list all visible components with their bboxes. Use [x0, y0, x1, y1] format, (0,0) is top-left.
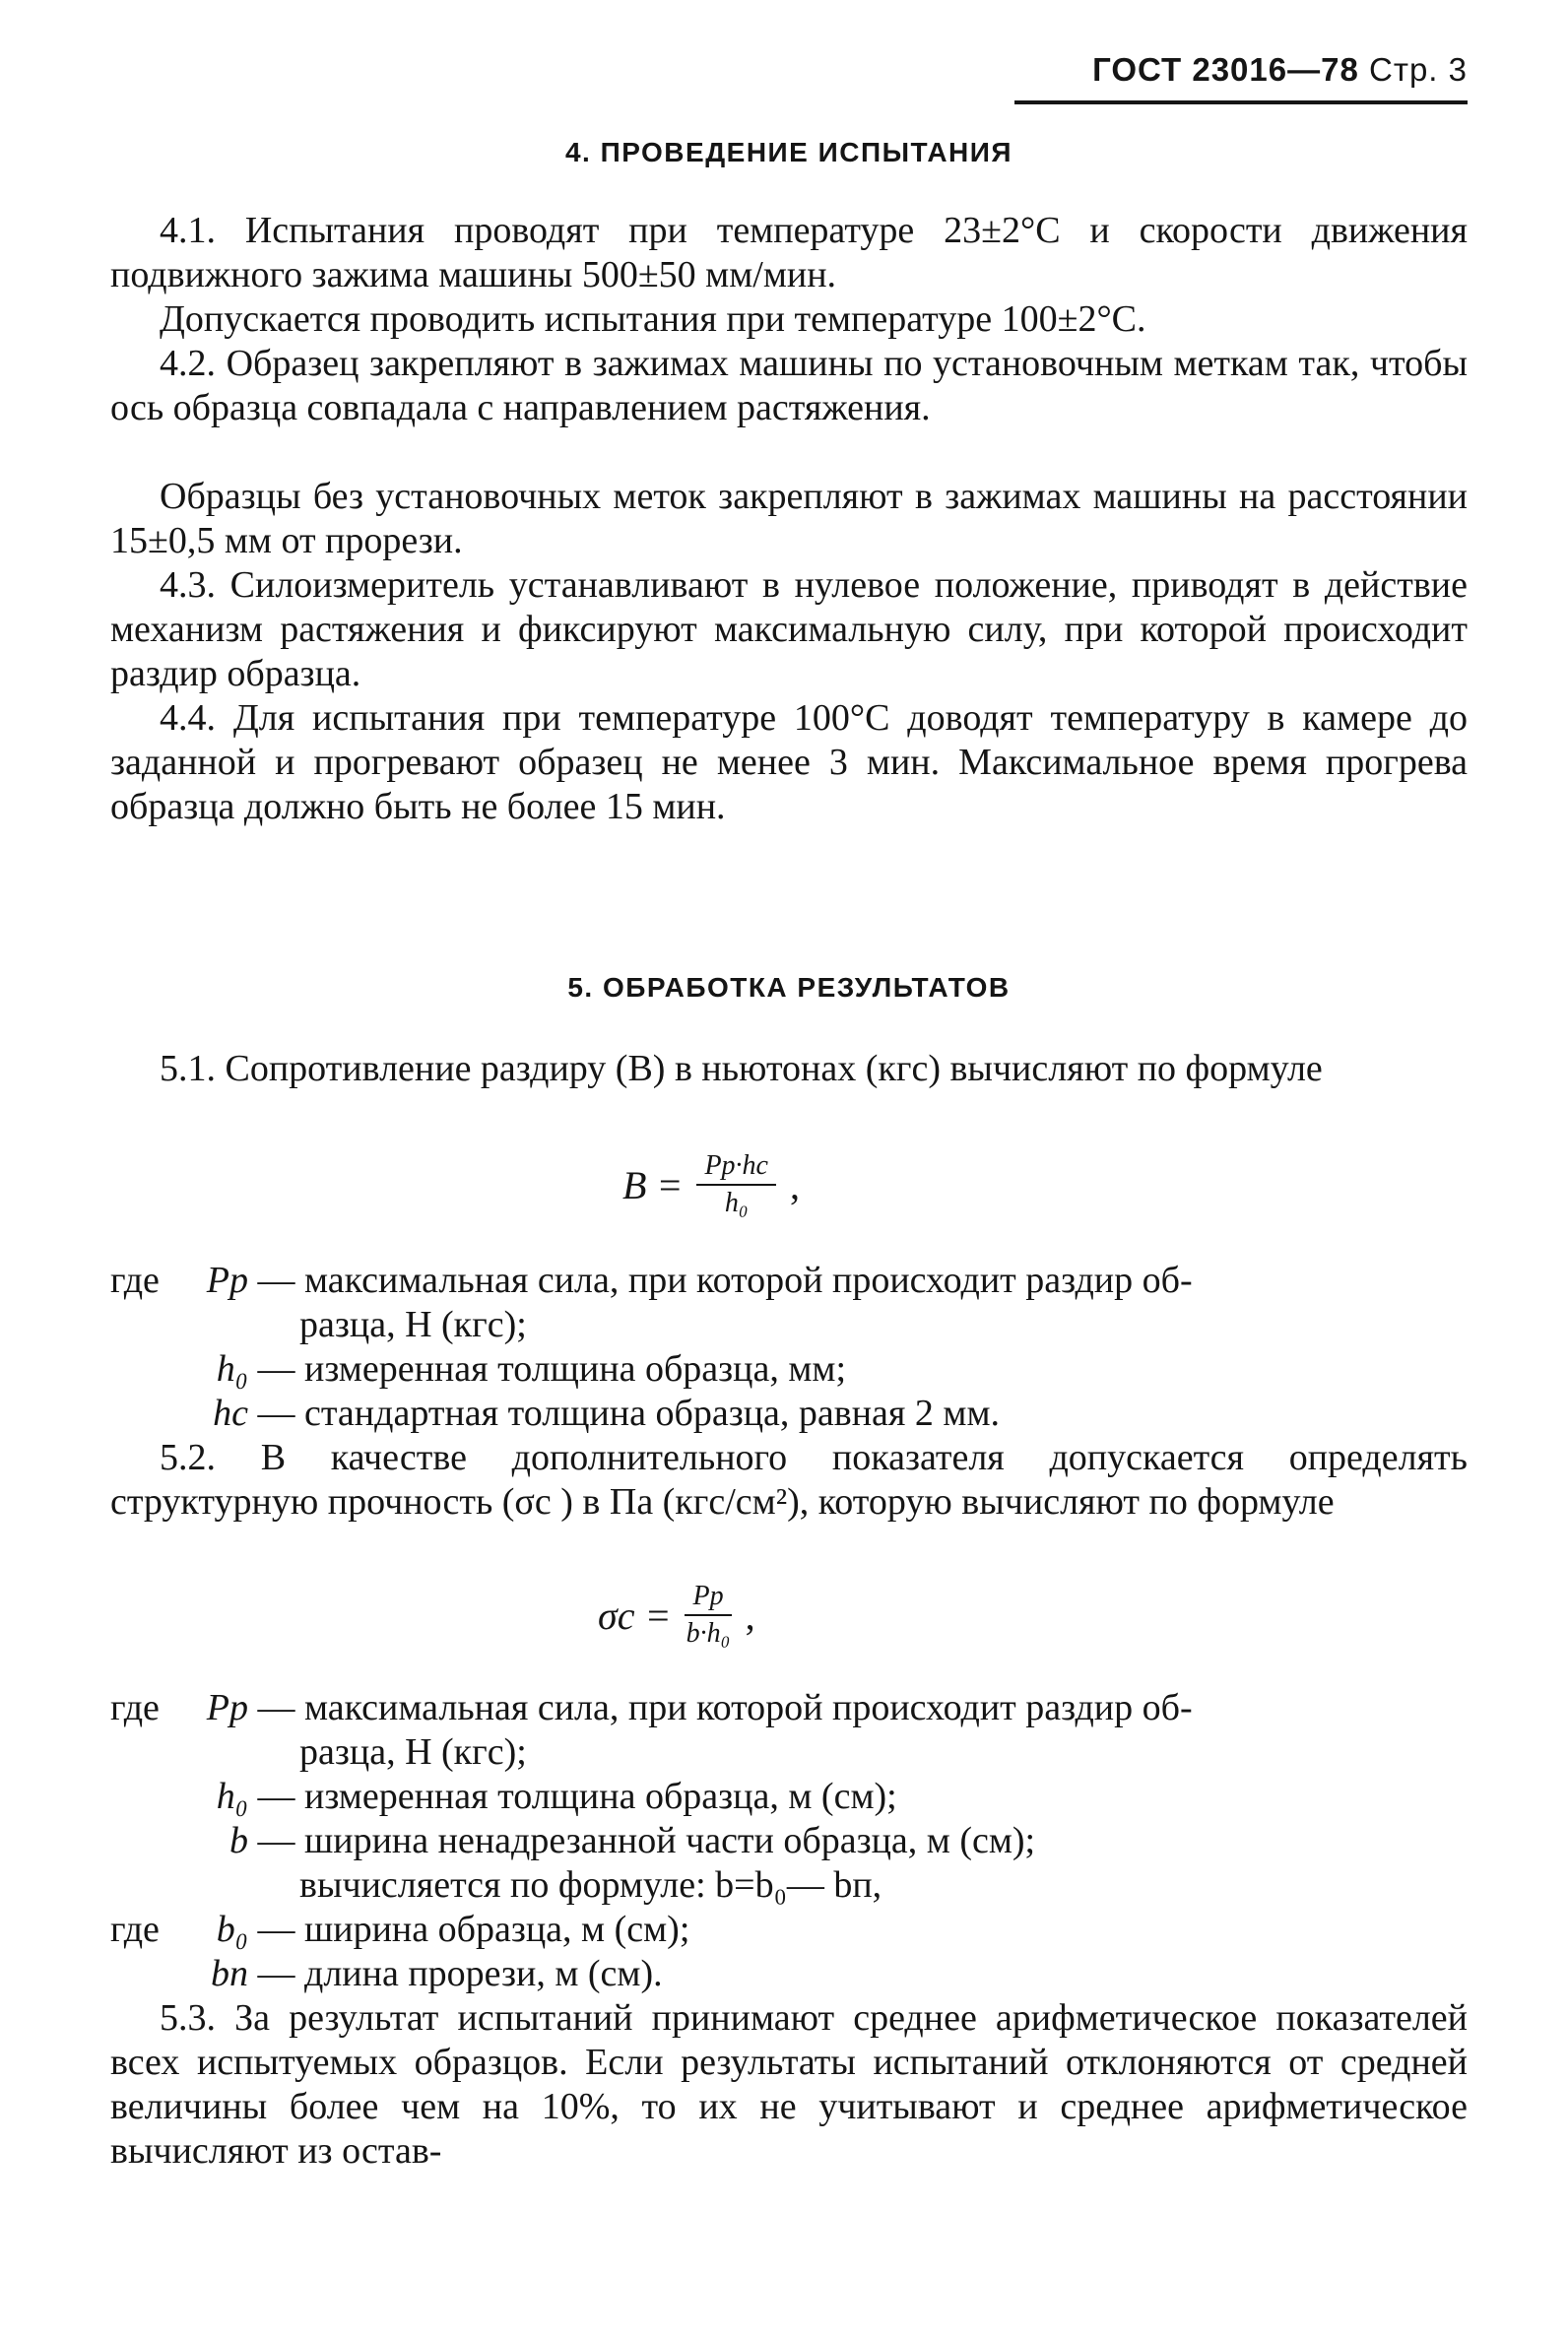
para-5-1: 5.1. Сопротивление раздиру (B) в ньютонах (кгс) вычисляют по формуле: [160, 1048, 1323, 1089]
formula-1-fraction: [696, 1150, 776, 1219]
explanation-line: где b₀ — ширина образца, м (см);: [110, 1909, 690, 1950]
section-4-title: 4. ПРОВЕДЕНИЕ ИСПЫТАНИЯ: [564, 137, 1013, 167]
formula-1-denominator: h₀: [724, 1188, 749, 1218]
para-4-1-note: Допускается проводить испытания при температуре 100±2°С.: [160, 298, 1146, 340]
explanation-line: вычисляется по формуле: b=b₀— bп,: [299, 1864, 882, 1906]
header-page: Стр. 3: [1369, 51, 1468, 88]
formula-tear-resistance: [622, 1150, 800, 1219]
para-5-2: 5.2. В качестве дополнительного показателя допускается определять структурную прочность (σс ) в Па (кгс/см²), которую вычисляют по формуле: [110, 1437, 1468, 1523]
para-4-2-note: Образцы без установочных меток закрепляют в зажимах машины на расстоянии 15±0,5 мм от прорези.: [110, 476, 1468, 561]
explanation-line: h₀ — измеренная толщина образца, мм;: [216, 1348, 847, 1390]
formula-2-lhs: σс =: [598, 1593, 672, 1638]
formula-2-denominator: b·h₀: [686, 1618, 731, 1649]
para-4-1: 4.1. Испытания проводят при температуре 23±2°С и скорости движения подвижного зажима машины 500±50 мм/мин.: [110, 210, 1468, 295]
running-header: [1014, 51, 1468, 89]
explanation-line: разца, Н (кгс);: [299, 1731, 527, 1773]
para-4-4: 4.4. Для испытания при температуре 100°С доводят температуру в камере до заданной и прогревают образец не менее 3 мин. Максимальное время прогрева образца должно быть не более 15 мин.: [110, 697, 1468, 827]
formula-structural-strength: [598, 1581, 755, 1650]
para-5-3: 5.3. За результат испытаний принимают среднее арифметическое показателей всех испытуемых образцов. Если результаты испытаний отклоняются от средней величины более чем на 10%, то их не учитывают и среднее арифметическое вычисляют из остав-: [110, 1997, 1468, 2172]
explanation-line: где Pр — максимальная сила, при которой происходит раздир об-: [110, 1260, 1193, 1301]
formula-1-lhs: B =: [622, 1162, 684, 1207]
explanation-line: bп — длина прорези, м (см).: [211, 1953, 663, 1994]
explanation-line: разца, Н (кгс);: [299, 1304, 527, 1345]
formula-2-fraction: [685, 1581, 731, 1650]
formula-2-numerator: Pр: [685, 1581, 731, 1616]
explanation-line: h₀ — измеренная толщина образца, м (см);: [216, 1776, 897, 1817]
explanation-line: hс — стандартная толщина образца, равная 2 мм.: [213, 1393, 1000, 1434]
header-rule: [1014, 100, 1468, 104]
formula-1-tail: ,: [789, 1162, 800, 1207]
formula-2-tail: ,: [745, 1593, 755, 1638]
explanation-line: где Pр — максимальная сила, при которой происходит раздир об-: [110, 1687, 1193, 1728]
para-4-2: 4.2. Образец закрепляют в зажимах машины по установочным меткам так, чтобы ось образца совпадала с направлением растяжения.: [110, 343, 1468, 428]
para-4-3: 4.3. Силоизмеритель устанавливают в нулевое положение, приводят в действие механизм растяжения и фиксируют максимальную силу, при которой происходит раздир образца.: [110, 564, 1468, 694]
formula-1-numerator: Pр·hс: [696, 1150, 776, 1186]
explanation-line: b — ширина ненадрезанной части образца, м (см);: [229, 1820, 1036, 1861]
header-title: ГОСТ 23016—78: [1092, 51, 1359, 88]
section-5-title: 5. ОБРАБОТКА РЕЗУЛЬТАТОВ: [567, 972, 1011, 1003]
